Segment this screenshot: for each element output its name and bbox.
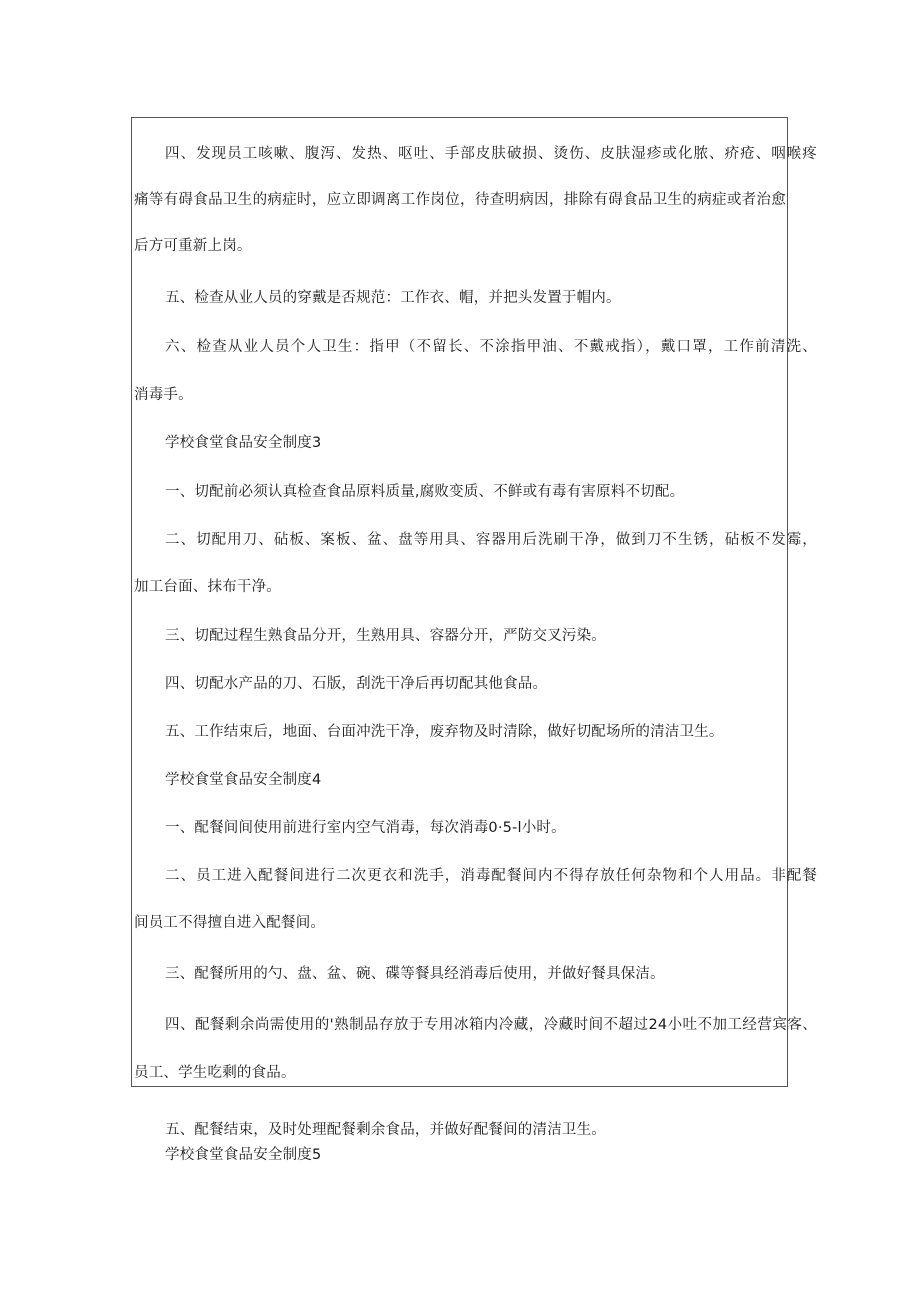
- section-heading: 学校食堂食品安全制度4: [165, 772, 322, 788]
- paragraph-line: 一、配餐间间使用前进行室内空气消毒，每次消毒0·5-l小时。: [165, 820, 566, 836]
- paragraph-line: 四、配餐剩余尚需使用的'熟制品存放于专用冰箱内冷藏，冷藏时间不超过24小吐不加工经营宾客、: [165, 1017, 817, 1033]
- paragraph-line: 加工台面、抹布干净。: [134, 579, 281, 595]
- paragraph-line: 员工、学生吃剩的食品。: [134, 1065, 296, 1081]
- paragraph-line: 三、配餐所用的勺、盘、盆、碗、碟等餐具经消毒后使用，并做好餐具保洁。: [165, 966, 665, 982]
- section-heading: 学校食堂食品安全制度3: [165, 435, 322, 451]
- paragraph-line: 痛等有碍食品卫生的病症时，应立即调离工作岗位，待查明病因，排除有碍食品卫生的病症或者治愈: [134, 192, 786, 208]
- paragraph-line: 二、员工进入配餐间进行二次更衣和洗手，消毒配餐间内不得存放任何杂物和个人用品。非配餐: [165, 868, 817, 884]
- paragraph-line: 四、切配水产品的刀、石版，刮洗干净后再切配其他食品。: [165, 676, 548, 692]
- paragraph-line: 四、发现员工咳嗽、腹泻、发热、呕吐、手部皮肤破损、烫伤、皮肤湿疹或化脓、疥疮、咽喉疼: [165, 146, 817, 162]
- section-heading: 学校食堂食品安全制度5: [165, 1147, 322, 1163]
- paragraph-line: 五、配餐结束，及时处理配餐剩余食品，并做好配餐间的清洁卫生。: [165, 1122, 606, 1138]
- bordered-text-frame: [131, 117, 788, 1087]
- paragraph-line: 后方可重新上岗。: [134, 238, 252, 254]
- paragraph-line: 间员工不得擅自进入配餐间。: [134, 915, 326, 931]
- paragraph-line: 二、切配用刀、砧板、案板、盆、盘等用具、容器用后洗刷干净，做到刀不生锈，砧板不发霉，: [165, 532, 817, 548]
- paragraph-line: 一、切配前必须认真检查食品原料质量,腐败变质、不鲜或有毒有害原料不切配。: [165, 484, 685, 500]
- paragraph-line: 五、工作结束后，地面、台面冲洗干净，废弃物及时清除，做好切配场所的清洁卫生。: [165, 724, 724, 740]
- paragraph-line: 消毒手。: [134, 387, 193, 403]
- paragraph-line: 六、检查从业人员个人卫生：指甲（不留长、不涂指甲油、不戴戒指），戴口罩，工作前清洗、: [165, 339, 817, 355]
- paragraph-line: 五、检查从业人员的穿戴是否规范：工作衣、帽，并把头发置于帽内。: [165, 290, 621, 306]
- paragraph-line: 三、切配过程生熟食品分开，生熟用具、容器分开，严防交叉污染。: [165, 628, 606, 644]
